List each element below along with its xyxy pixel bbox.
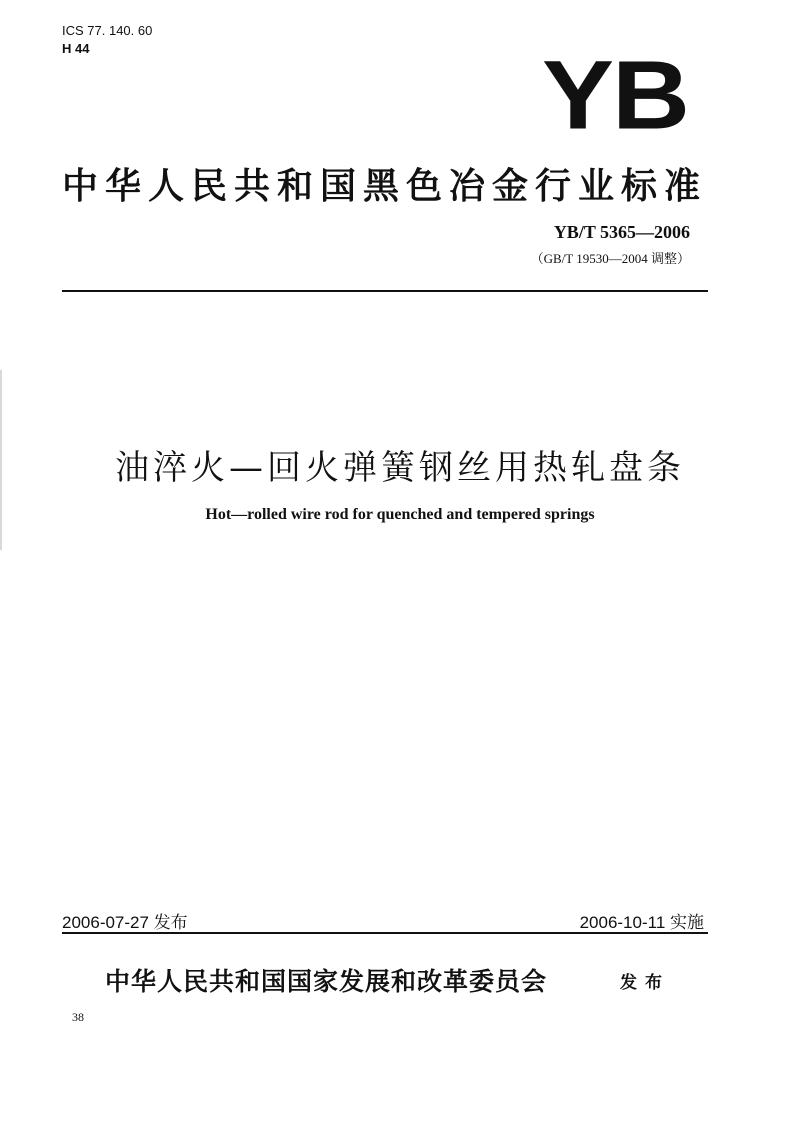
replaced-standard: （GB/T 19530—2004 调整） bbox=[530, 251, 690, 266]
ics-code: ICS 77. 140. 60 bbox=[62, 23, 153, 38]
page-number: 38 bbox=[72, 1010, 84, 1024]
header-divider bbox=[62, 290, 708, 292]
ccs-code: H 44 bbox=[62, 41, 90, 56]
document-title-zh: 油淬火—回火弹簧钢丝用热轧盘条 bbox=[115, 448, 685, 488]
standard-body-title: 中华人民共和国黑色冶金行业标准 bbox=[62, 166, 702, 207]
document-title-en: Hot—rolled wire rod for quenched and tempered springs bbox=[205, 506, 595, 523]
implementation-date: 2006-10-11 实施 bbox=[579, 913, 704, 932]
issuing-authority: 中华人民共和国国家发展和改革委员会 bbox=[105, 967, 548, 996]
footer-divider bbox=[62, 932, 708, 934]
standard-number: YB/T 5365—2006 bbox=[553, 222, 690, 242]
issue-date: 2006-07-27 发布 bbox=[62, 913, 188, 932]
issuing-verb: 发布 bbox=[620, 973, 670, 993]
yb-logo: YB bbox=[541, 40, 688, 150]
